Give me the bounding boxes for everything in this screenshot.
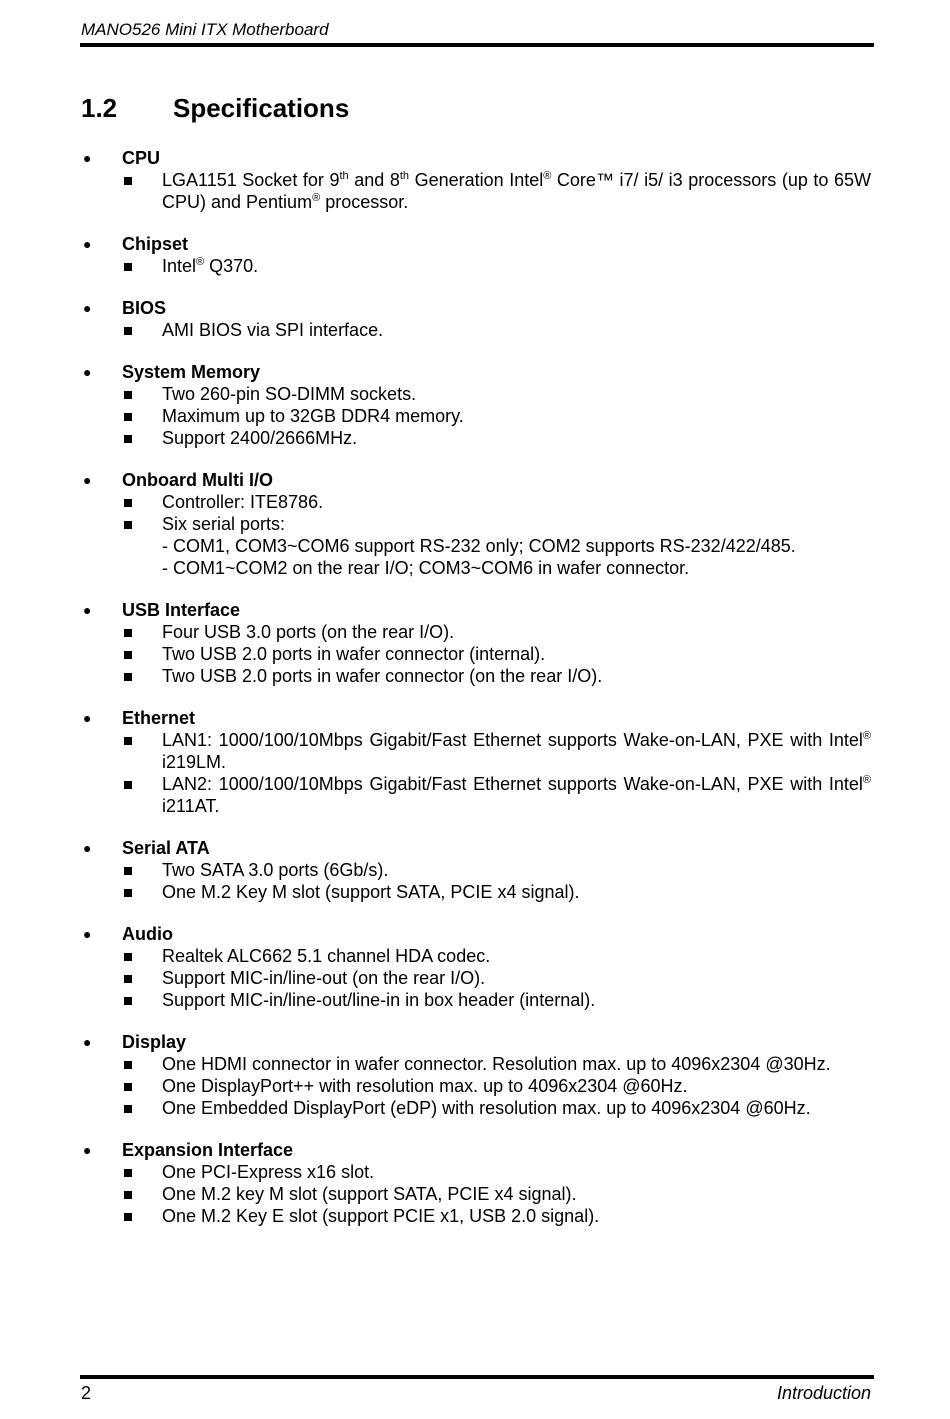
- spec-group: [81, 297, 871, 341]
- spec-item-text: Two USB 2.0 ports in wafer connector (internal).: [162, 644, 546, 664]
- bullet-dot-icon: ●: [83, 1034, 92, 1050]
- spec-item: [81, 491, 871, 513]
- spec-item-list: [81, 1053, 871, 1119]
- spec-group-title: USB Interface: [122, 600, 241, 620]
- superscript: th: [399, 170, 410, 182]
- spec-sub-line: - COM1~COM2 on the rear I/O; COM3~COM6 in wafer connector.: [162, 558, 690, 578]
- bullet-dot-icon: ●: [83, 926, 92, 942]
- spec-item: [81, 169, 871, 213]
- spec-item-list: [81, 945, 871, 1011]
- text-fragment: LAN1: 1000/100/10Mbps Gigabit/Fast Ethernet supports Wake-on-LAN, PXE with Intel: [162, 730, 863, 750]
- spec-item-text: [162, 170, 871, 212]
- spec-item: [81, 1097, 871, 1119]
- spec-item-list: [81, 491, 871, 579]
- bullet-dot-icon: ●: [83, 710, 92, 726]
- superscript: ®: [312, 192, 321, 204]
- square-bullet-icon: [124, 1083, 132, 1091]
- spec-item-text: Two SATA 3.0 ports (6Gb/s).: [162, 860, 389, 880]
- square-bullet-icon: [124, 651, 132, 659]
- spec-item-text: One M.2 Key M slot (support SATA, PCIE x4 signal).: [162, 882, 580, 902]
- spec-group-heading: [81, 599, 871, 621]
- spec-item-list: [81, 621, 871, 687]
- square-bullet-icon: [124, 1061, 132, 1069]
- spec-item: [81, 621, 871, 643]
- spec-group-heading: [81, 297, 871, 319]
- spec-group: [81, 469, 871, 579]
- spec-item: [81, 319, 871, 341]
- section-heading: [81, 93, 349, 124]
- square-bullet-icon: [124, 1105, 132, 1113]
- superscript: ®: [862, 774, 871, 786]
- spec-item-text: Two 260-pin SO-DIMM sockets.: [162, 384, 417, 404]
- spec-group-heading: [81, 361, 871, 383]
- square-bullet-icon: [124, 1191, 132, 1199]
- square-bullet-icon: [124, 889, 132, 897]
- spec-item: [81, 859, 871, 881]
- spec-item-text: One M.2 Key E slot (support PCIE x1, USB 2.0 signal).: [162, 1206, 600, 1226]
- spec-group-heading: [81, 923, 871, 945]
- spec-group-heading: [81, 147, 871, 169]
- spec-group-heading: [81, 1139, 871, 1161]
- spec-group: [81, 707, 871, 817]
- spec-group: [81, 837, 871, 903]
- spec-group-title: Chipset: [122, 234, 189, 254]
- square-bullet-icon: [124, 781, 132, 789]
- spec-item-list: [81, 729, 871, 817]
- square-bullet-icon: [124, 499, 132, 507]
- specifications-list: [81, 147, 871, 1247]
- footer-section-name: Introduction: [776, 1383, 871, 1403]
- spec-item-text: Maximum up to 32GB DDR4 memory.: [162, 406, 464, 426]
- spec-item-text: Support MIC-in/line-out (on the rear I/O).: [162, 968, 486, 988]
- spec-group: [81, 233, 871, 277]
- spec-item: [81, 773, 871, 817]
- spec-item-text: AMI BIOS via SPI interface.: [162, 320, 384, 340]
- spec-item: [81, 255, 871, 277]
- spec-group-title: Ethernet: [122, 708, 196, 728]
- spec-group-title: Serial ATA: [122, 838, 210, 858]
- text-fragment: and 8: [348, 170, 400, 190]
- spec-item: [81, 643, 871, 665]
- spec-item-text: Controller: ITE8786.: [162, 492, 324, 512]
- spec-item-text: Four USB 3.0 ports (on the rear I/O).: [162, 622, 455, 642]
- spec-item-list: [81, 383, 871, 449]
- spec-item: [81, 405, 871, 427]
- spec-item: [81, 1053, 871, 1075]
- spec-group-heading: [81, 469, 871, 491]
- spec-item-text: One DisplayPort++ with resolution max. up to 4096x2304 @60Hz.: [162, 1076, 688, 1096]
- spec-item-list: [81, 319, 871, 341]
- spec-item-list: [81, 859, 871, 903]
- square-bullet-icon: [124, 673, 132, 681]
- superscript: ®: [543, 170, 552, 182]
- spec-item-text: Six serial ports:: [162, 514, 286, 534]
- spec-group-title: Audio: [122, 924, 173, 944]
- bullet-dot-icon: ●: [83, 236, 92, 252]
- bullet-dot-icon: ●: [83, 1142, 92, 1158]
- spec-group: [81, 1139, 871, 1227]
- square-bullet-icon: [124, 629, 132, 637]
- text-fragment: Core™ i7/ i5/ i3 processors (up to 65W CPU) and Pentium: [162, 170, 871, 212]
- superscript: ®: [862, 730, 871, 742]
- spec-group-title: System Memory: [122, 362, 261, 382]
- spec-group: [81, 1031, 871, 1119]
- square-bullet-icon: [124, 975, 132, 983]
- spec-group-heading: [81, 837, 871, 859]
- superscript: ®: [196, 256, 205, 268]
- spec-group: [81, 361, 871, 449]
- square-bullet-icon: [124, 327, 132, 335]
- spec-item: [81, 383, 871, 405]
- spec-group-heading: [81, 1031, 871, 1053]
- square-bullet-icon: [124, 263, 132, 271]
- spec-item: [81, 513, 871, 579]
- spec-item: [81, 967, 871, 989]
- spec-item: [81, 665, 871, 687]
- square-bullet-icon: [124, 953, 132, 961]
- text-fragment: Intel: [162, 256, 197, 276]
- spec-item-text: One Embedded DisplayPort (eDP) with resolution max. up to 4096x2304 @60Hz.: [162, 1098, 811, 1118]
- spec-item: [81, 1183, 871, 1205]
- bullet-dot-icon: ●: [83, 840, 92, 856]
- spec-group-title: Expansion Interface: [122, 1140, 294, 1160]
- spec-item: [81, 1205, 871, 1227]
- footer-rule: [80, 1375, 874, 1379]
- square-bullet-icon: [124, 867, 132, 875]
- square-bullet-icon: [124, 737, 132, 745]
- spec-item-list: [81, 169, 871, 213]
- text-fragment: LGA1151 Socket for 9: [162, 170, 340, 190]
- spec-group-heading: [81, 707, 871, 729]
- section-number: 1.2: [81, 93, 118, 123]
- spec-item: [81, 1161, 871, 1183]
- text-fragment: LAN2: 1000/100/10Mbps Gigabit/Fast Ethernet supports Wake-on-LAN, PXE with Intel: [162, 774, 863, 794]
- square-bullet-icon: [124, 413, 132, 421]
- text-fragment: Generation Intel: [409, 170, 544, 190]
- page-number: 2: [81, 1383, 92, 1403]
- spec-item-text: One PCI-Express x16 slot.: [162, 1162, 375, 1182]
- spec-item: [81, 1075, 871, 1097]
- running-header-title: MANO526 Mini ITX Motherboard: [81, 20, 329, 39]
- spec-item: [81, 729, 871, 773]
- section-title: Specifications: [173, 93, 350, 123]
- spec-group-title: BIOS: [122, 298, 167, 318]
- spec-item-text: [162, 256, 258, 276]
- spec-item: [81, 989, 871, 1011]
- spec-group-heading: [81, 233, 871, 255]
- header-rule: [80, 43, 874, 47]
- square-bullet-icon: [124, 1169, 132, 1177]
- spec-item-text: One HDMI connector in wafer connector. Resolution max. up to 4096x2304 @30Hz.: [162, 1054, 831, 1074]
- bullet-dot-icon: ●: [83, 300, 92, 316]
- superscript: th: [339, 170, 349, 182]
- text-fragment: i211AT.: [162, 796, 220, 816]
- text-fragment: Q370.: [204, 256, 259, 276]
- square-bullet-icon: [124, 435, 132, 443]
- spec-sub-line: - COM1, COM3~COM6 support RS-232 only; COM2 supports RS-232/422/485.: [162, 536, 796, 556]
- spec-item-text: [162, 730, 871, 772]
- bullet-dot-icon: ●: [83, 602, 92, 618]
- text-fragment: i219LM.: [162, 752, 227, 772]
- spec-group-title: Display: [122, 1032, 187, 1052]
- spec-group: [81, 923, 871, 1011]
- spec-group: [81, 147, 871, 213]
- spec-item: [81, 427, 871, 449]
- spec-item-text: Support 2400/2666MHz.: [162, 428, 358, 448]
- square-bullet-icon: [124, 521, 132, 529]
- square-bullet-icon: [124, 391, 132, 399]
- bullet-dot-icon: ●: [83, 472, 92, 488]
- spec-item: [81, 945, 871, 967]
- spec-item-list: [81, 1161, 871, 1227]
- spec-group-title: CPU: [122, 148, 161, 168]
- spec-item-text: Realtek ALC662 5.1 channel HDA codec.: [162, 946, 491, 966]
- spec-item-text: Support MIC-in/line-out/line-in in box header (internal).: [162, 990, 596, 1010]
- bullet-dot-icon: ●: [83, 150, 92, 166]
- spec-item: [81, 881, 871, 903]
- square-bullet-icon: [124, 177, 132, 185]
- spec-item-text: Two USB 2.0 ports in wafer connector (on the rear I/O).: [162, 666, 603, 686]
- spec-item-list: [81, 255, 871, 277]
- square-bullet-icon: [124, 997, 132, 1005]
- spec-item-text: One M.2 key M slot (support SATA, PCIE x4 signal).: [162, 1184, 577, 1204]
- text-fragment: processor.: [320, 192, 409, 212]
- spec-item-text: [162, 774, 871, 816]
- spec-group-title: Onboard Multi I/O: [122, 470, 273, 490]
- bullet-dot-icon: ●: [83, 364, 92, 380]
- square-bullet-icon: [124, 1213, 132, 1221]
- spec-group: [81, 599, 871, 687]
